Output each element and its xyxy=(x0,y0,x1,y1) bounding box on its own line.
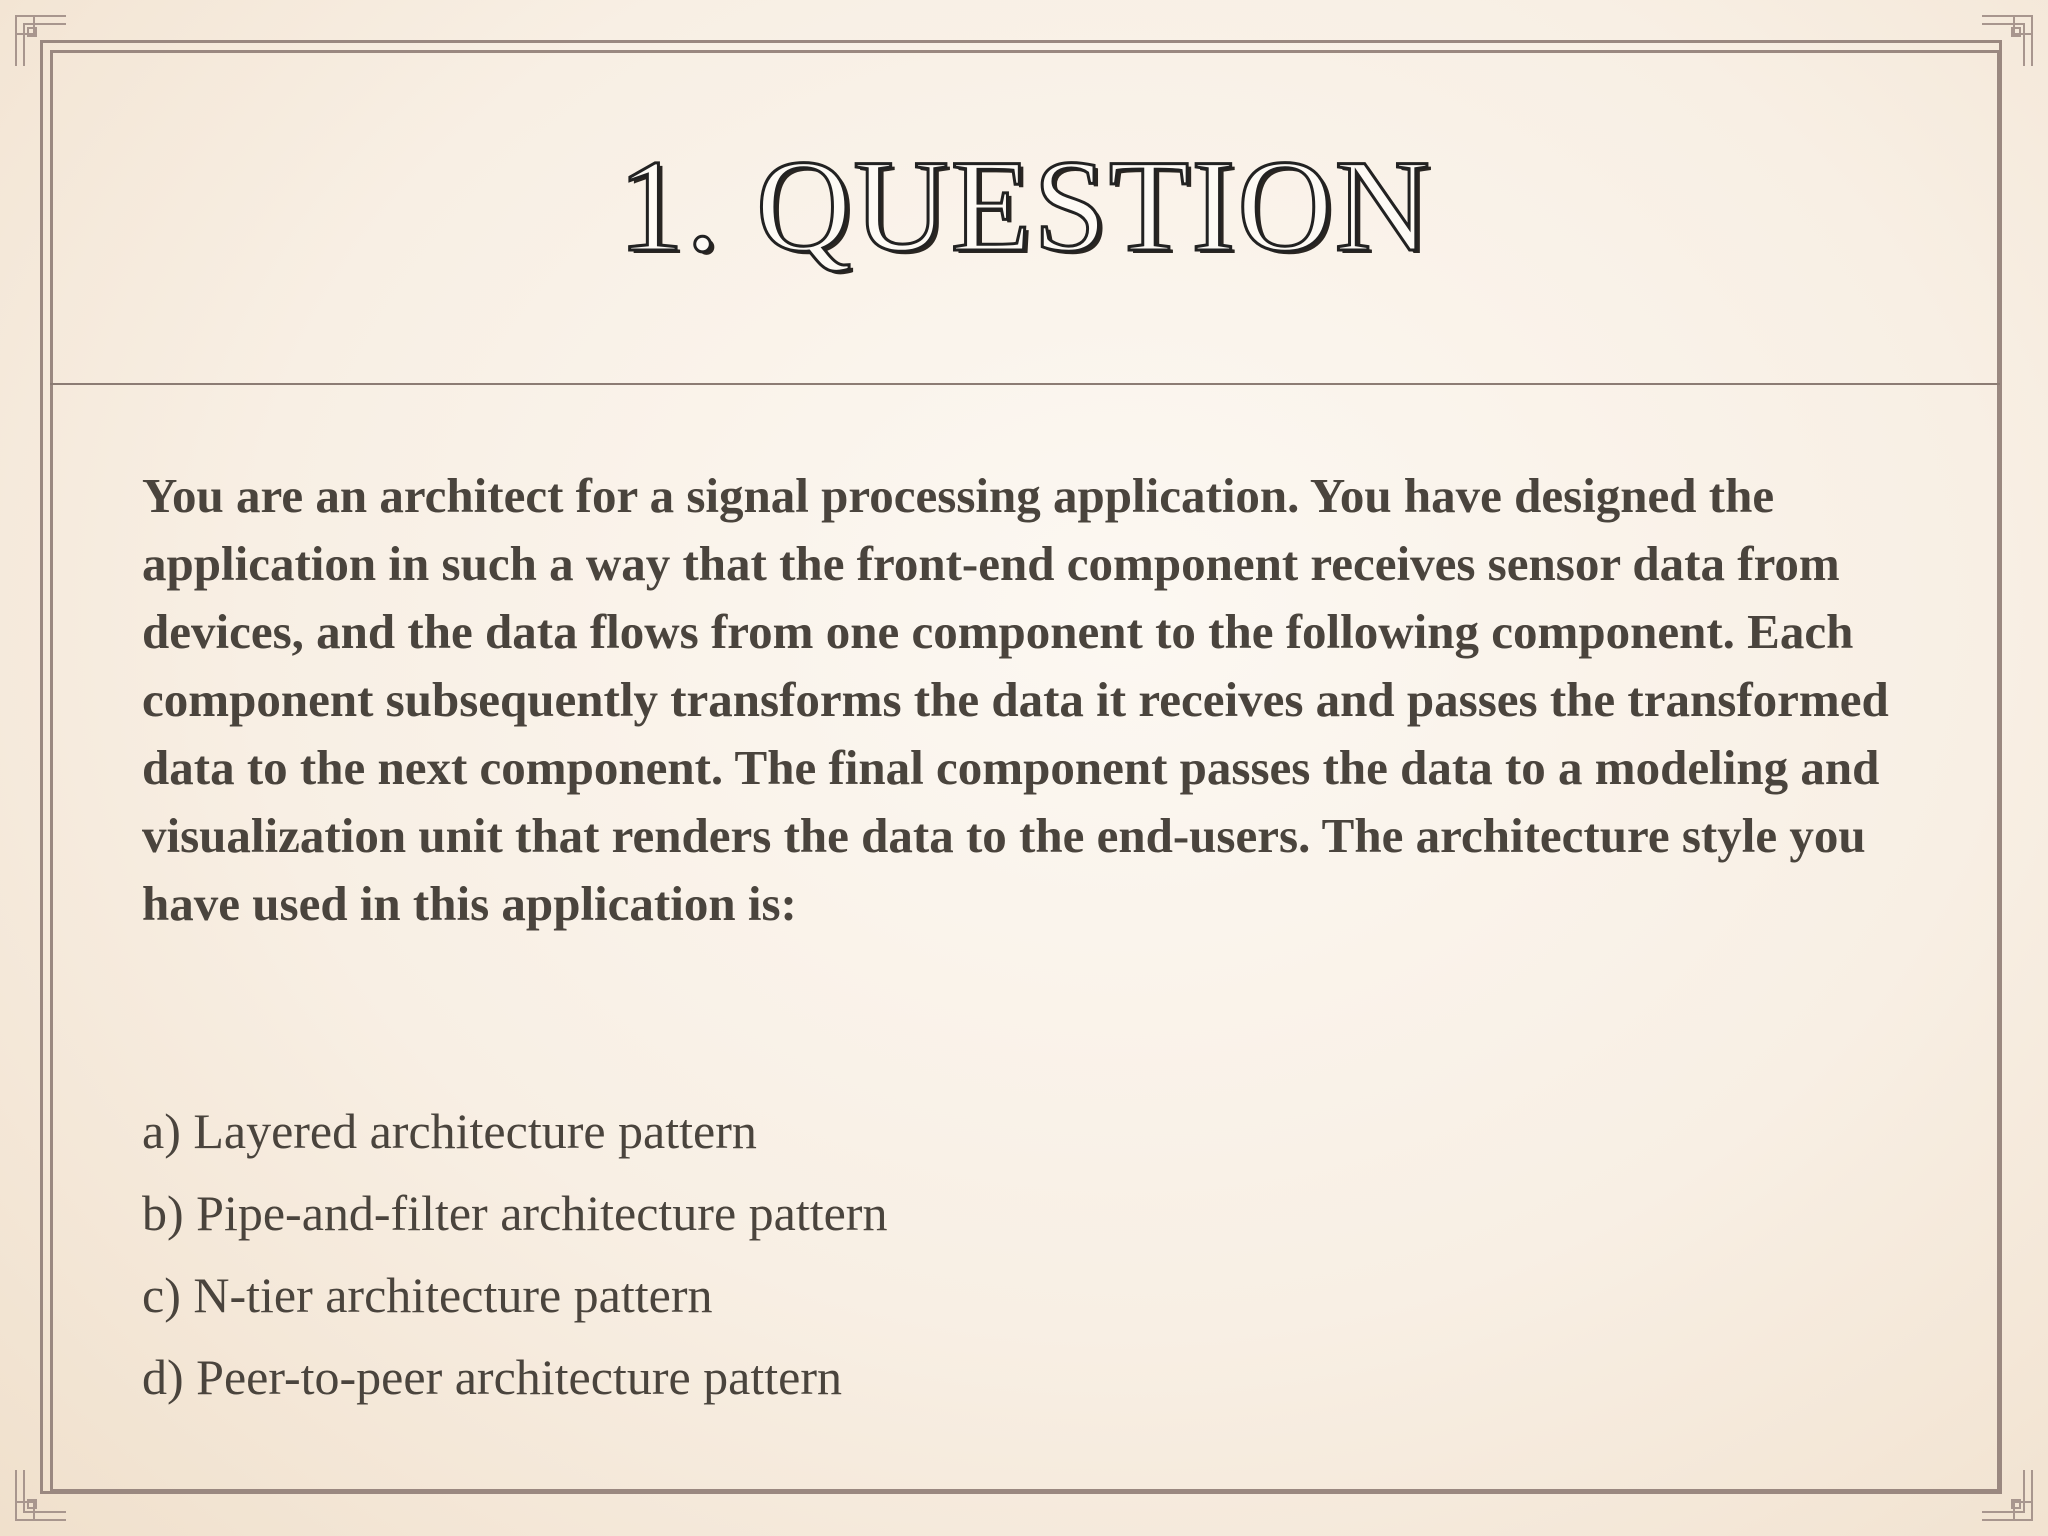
answer-options xyxy=(142,1090,1942,1418)
question-text: You are an architect for a signal processing application. You have designed the application in such a way that the front-end component receives sensor data from devices, and the data flows from one component to the following component. Each component subsequently transforms the data it receives and passes the transformed data to the next component. The final component passes the data to a modeling and visualization unit that renders the data to the end-users. The architecture style you have used in this application is: xyxy=(142,468,1889,931)
ornamental-corner-icon xyxy=(12,12,70,70)
ornamental-corner-icon xyxy=(12,1466,70,1524)
option-a: a) Layered architecture pattern xyxy=(142,1103,757,1159)
slide-title: 1. QUESTION xyxy=(618,132,1432,279)
option-d: d) Peer-to-peer architecture pattern xyxy=(142,1349,842,1405)
ornamental-corner-icon xyxy=(1978,12,2036,70)
title-divider xyxy=(50,383,2000,385)
option-b: b) Pipe-and-filter architecture pattern xyxy=(142,1185,888,1241)
ornamental-corner-icon xyxy=(1978,1466,2036,1524)
option-c: c) N-tier architecture pattern xyxy=(142,1267,713,1323)
